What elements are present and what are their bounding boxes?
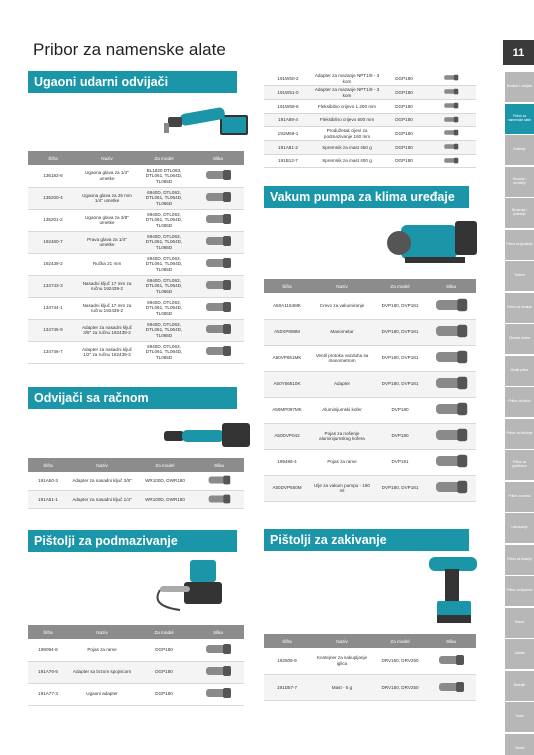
part-name: Crevo za vakumiranje xyxy=(310,293,374,319)
part-number: 191A77-3 xyxy=(28,683,68,705)
table-row xyxy=(264,423,476,449)
part-number: 191A76-5 xyxy=(28,661,68,683)
for-model: DVP180 xyxy=(374,423,426,449)
part-number: 134745-9 xyxy=(28,319,78,341)
part-number: 135200-4 xyxy=(28,187,78,209)
product-image xyxy=(426,423,476,449)
part-name: Nasadni ključ 17 mm za ručnu 192439-2 xyxy=(78,297,136,319)
product-image xyxy=(426,72,476,86)
part-name: Manometar xyxy=(310,319,374,345)
product-image xyxy=(192,297,244,319)
for-model: DGP180 xyxy=(136,661,192,683)
col-header: Šifra xyxy=(264,634,310,648)
table-row xyxy=(28,490,244,509)
col-header: Šifra xyxy=(28,151,78,165)
for-model: WR100D, DWR180 xyxy=(136,490,194,509)
col-header: Šifra xyxy=(28,625,68,639)
side-tab[interactable]: Pribor za metal xyxy=(505,482,534,512)
part-name: Adapter za mazanje NPT1/8 - 3 kom xyxy=(312,86,382,100)
side-tab[interactable]: Brušenje i poliranje xyxy=(505,198,534,228)
rivet-gun-image xyxy=(425,549,485,627)
part-name: Mast - 5 g xyxy=(310,674,374,701)
col-header: Slika xyxy=(194,458,244,472)
part-name: Fleksibilno crijevo 1.200 mm xyxy=(312,100,382,114)
part-name: Ulje za vakum pumpu - 150 ml xyxy=(310,475,374,501)
table-racna xyxy=(28,458,244,509)
part-name: Prava glava za 1/4" umetke xyxy=(78,231,136,253)
part-name: Ručka 21 mm xyxy=(78,253,136,275)
side-tab[interactable]: Obrada drveta xyxy=(505,324,534,354)
table-zakivanje xyxy=(264,634,476,701)
part-name: Aluminijumski kofer xyxy=(310,397,374,423)
product-image xyxy=(192,253,244,275)
part-name: Nasadni ključ 17 mm za ručnu 192439-2 xyxy=(78,275,136,297)
section-header-zakivanje: Pištolji za zakivanje xyxy=(264,529,469,551)
col-header: Za model xyxy=(136,151,192,165)
side-tab[interactable]: Razno xyxy=(505,608,534,638)
part-number: 134744-1 xyxy=(28,297,78,319)
part-name: Adapter za nasadni ključ 1/4" xyxy=(68,490,136,509)
product-image xyxy=(426,154,476,168)
table-row xyxy=(264,345,476,371)
part-number: 136183-8 xyxy=(28,165,78,187)
part-number: 191M69-1 xyxy=(264,127,312,141)
table-row xyxy=(28,231,244,253)
part-number: 192460-7 xyxy=(28,231,78,253)
side-tab[interactable]: Pribor za ključeve xyxy=(505,576,534,606)
part-name: Kontejner za sakupljanje iglica xyxy=(310,648,374,674)
product-image xyxy=(192,187,244,209)
part-name: Fleksibilno crijevo 600 mm xyxy=(312,113,382,127)
part-number: A50DVP550M xyxy=(264,475,310,501)
for-model: DVP180, DVP181 xyxy=(374,345,426,371)
for-model: DGP180 xyxy=(136,639,192,661)
product-image xyxy=(192,661,244,683)
part-number: 191W50-2 xyxy=(264,72,312,86)
product-image xyxy=(426,127,476,141)
col-header: Naziv xyxy=(68,458,136,472)
for-model: DGP180 xyxy=(136,683,192,705)
col-header: Naziv xyxy=(310,634,374,648)
col-header: Za model xyxy=(374,634,426,648)
for-model: BL1820 DTL063, DTL061, TL064D, TL065D xyxy=(136,165,192,187)
product-image xyxy=(192,639,244,661)
part-number: 192439-2 xyxy=(28,253,78,275)
part-number: 191D57-7 xyxy=(264,674,310,701)
part-name: Pojas za rame xyxy=(310,449,374,475)
part-number: 134743-3 xyxy=(28,275,78,297)
product-image xyxy=(192,683,244,705)
col-header: Šifra xyxy=(28,458,68,472)
part-number: A50VP651MK xyxy=(264,345,310,371)
for-model: DGP180 xyxy=(382,141,426,155)
col-header: Za model xyxy=(374,279,426,293)
part-name: Adapter xyxy=(310,371,374,397)
side-tab[interactable]: Pribor za čišćenje xyxy=(505,419,534,449)
side-tab[interactable]: Bušenje xyxy=(505,135,534,165)
for-model: DVP181 xyxy=(374,449,426,475)
part-name: Ventil protoka vazduha sa manometrom xyxy=(310,345,374,371)
table-row xyxy=(264,371,476,397)
table-row xyxy=(28,165,244,187)
table-row xyxy=(264,674,476,701)
table-row xyxy=(264,475,476,501)
part-number: 135201-2 xyxy=(28,209,78,231)
section-header-vakum: Vakum pumpa za klima uređaje xyxy=(264,186,469,208)
for-model: DRV150, DRV250 xyxy=(374,674,426,701)
side-tab[interactable]: Pribor za građevinu xyxy=(505,450,534,480)
table-row xyxy=(264,86,476,100)
part-name: Pojas za nošenje aluminijumskog kofera xyxy=(310,423,374,449)
part-name: Ugaona glava za 3/8" umetke xyxy=(78,209,136,231)
product-image xyxy=(194,472,244,490)
part-name: Ugaona glava za 25 mm 1/4" umetke xyxy=(78,187,136,209)
product-image xyxy=(426,319,476,345)
part-name: Adapter za mazanje NPT1/8 - 3 kom xyxy=(312,72,382,86)
col-header: Šifra xyxy=(264,279,310,293)
col-header: Naziv xyxy=(310,279,374,293)
col-header: Naziv xyxy=(78,151,136,165)
part-number: A50DVP042 xyxy=(264,423,310,449)
table-row xyxy=(28,683,244,705)
product-image xyxy=(192,231,244,253)
table-row xyxy=(28,209,244,231)
part-number: 191W51-0 xyxy=(264,86,312,100)
section-header-ugaoni: Ugaoni udarni odvijači xyxy=(28,71,237,93)
for-model: DGP180 xyxy=(382,86,426,100)
part-name: Produžetak cijevi za podmazivanje 160 mm xyxy=(312,127,382,141)
part-number: A50A1154MK xyxy=(264,293,310,319)
product-image xyxy=(426,100,476,114)
grease-gun-image xyxy=(150,556,245,614)
col-header: Slika xyxy=(426,279,476,293)
part-name: Ugaona glava za 1/4" umetke xyxy=(78,165,136,187)
table-row xyxy=(264,293,476,319)
ratchet-wrench-image xyxy=(158,413,253,451)
part-number: 134746-7 xyxy=(28,341,78,363)
side-tab[interactable]: Testere xyxy=(505,261,534,291)
table-row xyxy=(264,127,476,141)
for-model: 6940D, DTL063, DTL061, TL064D, TL065D xyxy=(136,319,192,341)
for-model: DGP180 xyxy=(382,72,426,86)
table-row xyxy=(264,648,476,674)
product-image xyxy=(426,113,476,127)
part-name: Ugaoni adapter xyxy=(68,683,136,705)
page-number: 11 xyxy=(503,40,534,65)
side-tab[interactable]: Usisavanje xyxy=(505,513,534,543)
product-image xyxy=(194,490,244,509)
table-row xyxy=(264,72,476,86)
for-model: DVP180, DVP181 xyxy=(374,475,426,501)
product-image xyxy=(426,141,476,155)
for-model: DGP180 xyxy=(382,154,426,168)
col-header: Slika xyxy=(192,151,244,165)
side-tab[interactable]: Bušilice i odvijači xyxy=(505,72,534,102)
product-image xyxy=(192,319,244,341)
side-tabs xyxy=(505,72,534,755)
table-row xyxy=(264,397,476,423)
col-header: Za model xyxy=(136,458,194,472)
side-tab[interactable]: Zaštita xyxy=(505,639,534,669)
product-image xyxy=(192,209,244,231)
part-name: Adapter za nasadni ključ 3/8" za ručnu 192439-2 xyxy=(78,319,136,341)
product-image xyxy=(426,648,476,674)
part-number: 162509-9 xyxy=(264,648,310,674)
side-tab[interactable]: Baterije xyxy=(505,671,534,701)
part-name: Pojas za rame xyxy=(68,639,136,661)
side-tab[interactable]: Tabele xyxy=(505,734,534,755)
side-tab[interactable]: Pribor za glodanje xyxy=(505,230,534,260)
part-name: Adapter sa brzom spojnicom xyxy=(68,661,136,683)
part-name: Adapter za nasadni ključ 1/2" za ručnu 192439-2 xyxy=(78,341,136,363)
for-model: DGP180 xyxy=(382,127,426,141)
table-ugaoni xyxy=(28,151,244,364)
for-model: DGP180 xyxy=(382,100,426,114)
side-tab[interactable]: Pribor za namenske alate xyxy=(505,104,534,134)
product-image xyxy=(426,449,476,475)
product-image xyxy=(426,293,476,319)
part-number: 199486-4 xyxy=(264,449,310,475)
page-title: Pribor za namenske alate xyxy=(33,40,226,59)
part-number: 191A50-3 xyxy=(28,472,68,490)
part-number: A50MP097MK xyxy=(264,397,310,423)
angle-impact-driver-image xyxy=(160,95,252,143)
table-row xyxy=(264,449,476,475)
col-header: Za model xyxy=(136,625,192,639)
product-image xyxy=(192,165,244,187)
for-model: DVP180, DVP181 xyxy=(374,293,426,319)
col-header: Naziv xyxy=(68,625,136,639)
table-vakum xyxy=(264,279,476,502)
for-model: 6940D, DTL063, DTL061, TL064D, TL065D xyxy=(136,275,192,297)
side-tab[interactable]: Pribor za baterije xyxy=(505,545,534,575)
product-image xyxy=(426,86,476,100)
part-number: 191W58-6 xyxy=(264,100,312,114)
for-model: WR100D, DWR180 xyxy=(136,472,194,490)
table-row xyxy=(28,472,244,490)
vacuum-pump-image xyxy=(385,213,485,271)
part-number: 191A51-1 xyxy=(28,490,68,509)
table-row xyxy=(264,154,476,168)
section-header-racna: Odvijači sa račnom xyxy=(28,387,237,409)
table-row xyxy=(28,297,244,319)
for-model: DRV150, DRV250 xyxy=(374,648,426,674)
col-header: Slika xyxy=(192,625,244,639)
product-image xyxy=(426,371,476,397)
table-row xyxy=(28,341,244,363)
table-row xyxy=(28,319,244,341)
for-model: 6940D, DTL063, DTL061, TL064D, TL065D xyxy=(136,253,192,275)
for-model: 6940D, DTL063, DTL061, TL064D, TL065D xyxy=(136,231,192,253)
table-mazanje xyxy=(264,72,476,168)
col-header: Slika xyxy=(426,634,476,648)
product-image xyxy=(426,345,476,371)
for-model: 6940D, DTL063, DTL061, TL064D, TL065D xyxy=(136,187,192,209)
section-header-podmazivanje: Pištolji za podmazivanje xyxy=(28,530,237,552)
table-row xyxy=(28,253,244,275)
product-image xyxy=(192,275,244,297)
for-model: DVP180, DVP181 xyxy=(374,371,426,397)
for-model: DVP180, DVP181 xyxy=(374,319,426,345)
side-tab[interactable]: Pribor za rezanje xyxy=(505,293,534,323)
product-image xyxy=(426,475,476,501)
for-model: 6940D, DTL063, DTL061, TL064D, TL065D xyxy=(136,209,192,231)
product-image xyxy=(426,397,476,423)
table-row xyxy=(28,661,244,683)
part-number: 191A88-4 xyxy=(264,113,312,127)
part-name: Spremnik za mast 450 g xyxy=(312,141,382,155)
for-model: DGP180 xyxy=(382,113,426,127)
part-number: 199094-8 xyxy=(28,639,68,661)
table-row xyxy=(28,187,244,209)
table-row xyxy=(28,639,244,661)
part-number: 191B12-7 xyxy=(264,154,312,168)
table-row xyxy=(264,113,476,127)
part-number: 191A81-2 xyxy=(264,141,312,155)
side-tab[interactable]: Rezanje i ravnanje xyxy=(505,167,534,197)
table-row xyxy=(264,141,476,155)
table-row xyxy=(264,100,476,114)
for-model: 6940D, DTL063, DTL061, TL064D, TL065D xyxy=(136,297,192,319)
part-name: Spremnik za mast 400 g xyxy=(312,154,382,168)
product-image xyxy=(426,674,476,701)
side-tab[interactable]: Pribor za baštu xyxy=(505,387,534,417)
part-number: A50Y56510K xyxy=(264,371,310,397)
for-model: DVP180 xyxy=(374,397,426,423)
side-tab[interactable]: Ostali pribor xyxy=(505,356,534,386)
product-image xyxy=(192,341,244,363)
part-number: A50XP898M xyxy=(264,319,310,345)
part-name: Adapter za nasadni ključ 3/8" xyxy=(68,472,136,490)
table-podmazivanje xyxy=(28,625,244,706)
side-tab[interactable]: Torbe xyxy=(505,702,534,732)
for-model: 6940D, DTL063, DTL061, TL064D, TL065D xyxy=(136,341,192,363)
table-row xyxy=(28,275,244,297)
table-row xyxy=(264,319,476,345)
